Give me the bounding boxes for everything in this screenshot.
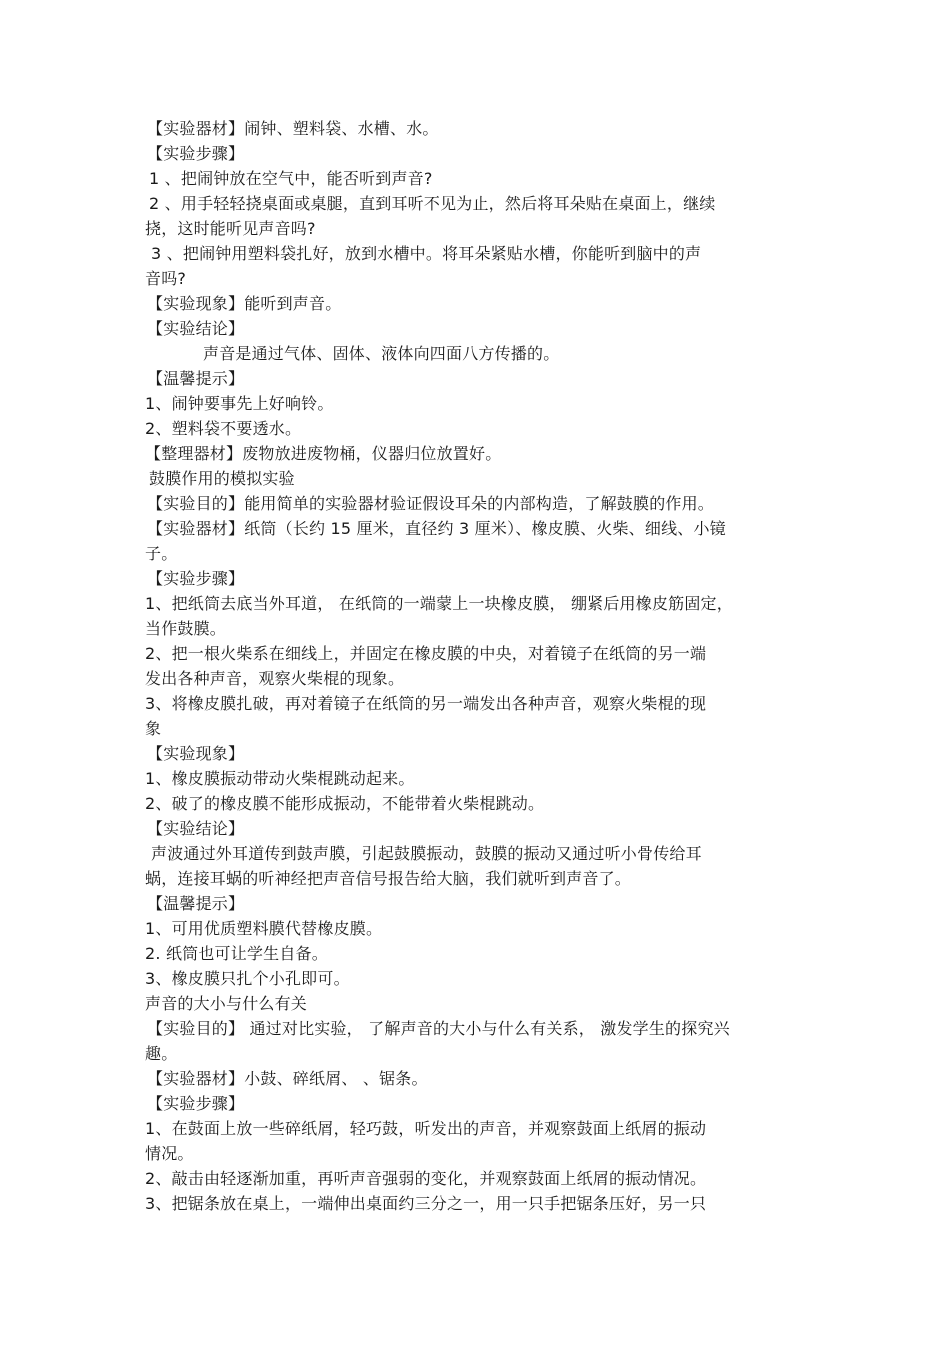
text-line: 2、塑料袋不要透水。 bbox=[145, 419, 302, 438]
text-line: 【实验器材】纸筒（长约 15 厘米，直径约 3 厘米）、橡皮膜、火柴、细线、小镜 bbox=[147, 519, 726, 538]
text-line: 3、将橡皮膜扎破，再对着镜子在纸筒的另一端发出各种声音，观察火柴棍的现 bbox=[145, 694, 707, 713]
section-heading: 【实验结论】 bbox=[147, 319, 245, 338]
subsection-title: 鼓膜作用的模拟实验 bbox=[149, 469, 295, 488]
text-line: 趣。 bbox=[145, 1044, 178, 1063]
text-line: 【实验器材】闹钟、塑料袋、水槽、水。 bbox=[147, 119, 439, 138]
text-line: 【整理器材】废物放进废物桶，仪器归位放置好。 bbox=[145, 444, 502, 463]
text-line: 子。 bbox=[145, 544, 178, 563]
text-line: 发出各种声音，观察火柴棍的现象。 bbox=[145, 669, 405, 688]
section-heading: 【实验结论】 bbox=[147, 819, 245, 838]
section-heading: 【实验步骤】 bbox=[147, 144, 245, 163]
text-line: 挠，这时能听见声音吗? bbox=[145, 219, 316, 238]
text-line: 当作鼓膜。 bbox=[145, 619, 227, 638]
section-heading: 【温馨提示】 bbox=[147, 369, 245, 388]
text-line: 2、敲击由轻逐渐加重，再听声音强弱的变化，并观察鼓面上纸屑的振动情况。 bbox=[145, 1169, 707, 1188]
text-line: 音吗? bbox=[145, 269, 187, 288]
text-line: 【实验现象】能听到声音。 bbox=[147, 294, 342, 313]
text-line: 1 、把闹钟放在空气中，能否听到声音? bbox=[149, 169, 433, 188]
text-line: 象 bbox=[145, 719, 162, 738]
text-line: 2、把一根火柴系在细线上，并固定在橡皮膜的中央，对着镜子在纸筒的另一端 bbox=[145, 644, 707, 663]
text-line: 3、橡皮膜只扎个小孔即可。 bbox=[145, 969, 350, 988]
text-line: 3 、把闹钟用塑料袋扎好，放到水槽中。将耳朵紧贴水槽，你能听到脑中的声 bbox=[151, 244, 702, 263]
text-line: 声波通过外耳道传到鼓声膜，引起鼓膜振动，鼓膜的振动又通过听小骨传给耳 bbox=[151, 844, 702, 863]
text-line: 情况。 bbox=[145, 1144, 194, 1163]
text-line: 1、把纸筒去底当外耳道， 在纸筒的一端蒙上一块橡皮膜， 绷紧后用橡皮筋固定， bbox=[145, 594, 733, 613]
section-heading: 【实验步骤】 bbox=[147, 1094, 245, 1113]
text-line: 1、在鼓面上放一些碎纸屑，轻巧鼓，听发出的声音，并观察鼓面上纸屑的振动 bbox=[145, 1119, 707, 1138]
text-line: 【实验目的】 通过对比实验， 了解声音的大小与什么有关系， 激发学生的探究兴 bbox=[147, 1019, 730, 1038]
text-line: 2、破了的橡皮膜不能形成振动，不能带着火柴棍跳动。 bbox=[145, 794, 545, 813]
section-heading: 【实验步骤】 bbox=[147, 569, 245, 588]
text-line: 1、可用优质塑料膜代替橡皮膜。 bbox=[145, 919, 383, 938]
text-line: 1、橡皮膜振动带动火柴棍跳动起来。 bbox=[145, 769, 415, 788]
text-line: 蜗，连接耳蜗的听神经把声音信号报告给大脑，我们就听到声音了。 bbox=[145, 869, 632, 888]
text-line: 1、闹钟要事先上好响铃。 bbox=[145, 394, 334, 413]
text-line: 3、把锯条放在桌上，一端伸出桌面约三分之一，用一只手把锯条压好，另一只 bbox=[145, 1194, 707, 1213]
text-line: 【实验目的】能用简单的实验器材验证假设耳朵的内部构造，了解鼓膜的作用。 bbox=[147, 494, 715, 513]
text-line: 2. 纸筒也可让学生自备。 bbox=[145, 944, 328, 963]
subsection-title: 声音的大小与什么有关 bbox=[145, 994, 308, 1013]
section-heading: 【温馨提示】 bbox=[147, 894, 245, 913]
section-heading: 【实验现象】 bbox=[147, 744, 245, 763]
text-line: 声音是通过气体、固体、液体向四面八方传播的。 bbox=[203, 344, 560, 363]
text-line: 2 、用手轻轻挠桌面或桌腿，直到耳听不见为止，然后将耳朵贴在桌面上，继续 bbox=[149, 194, 716, 213]
text-line: 【实验器材】小鼓、碎纸屑、 、锯条。 bbox=[147, 1069, 428, 1088]
